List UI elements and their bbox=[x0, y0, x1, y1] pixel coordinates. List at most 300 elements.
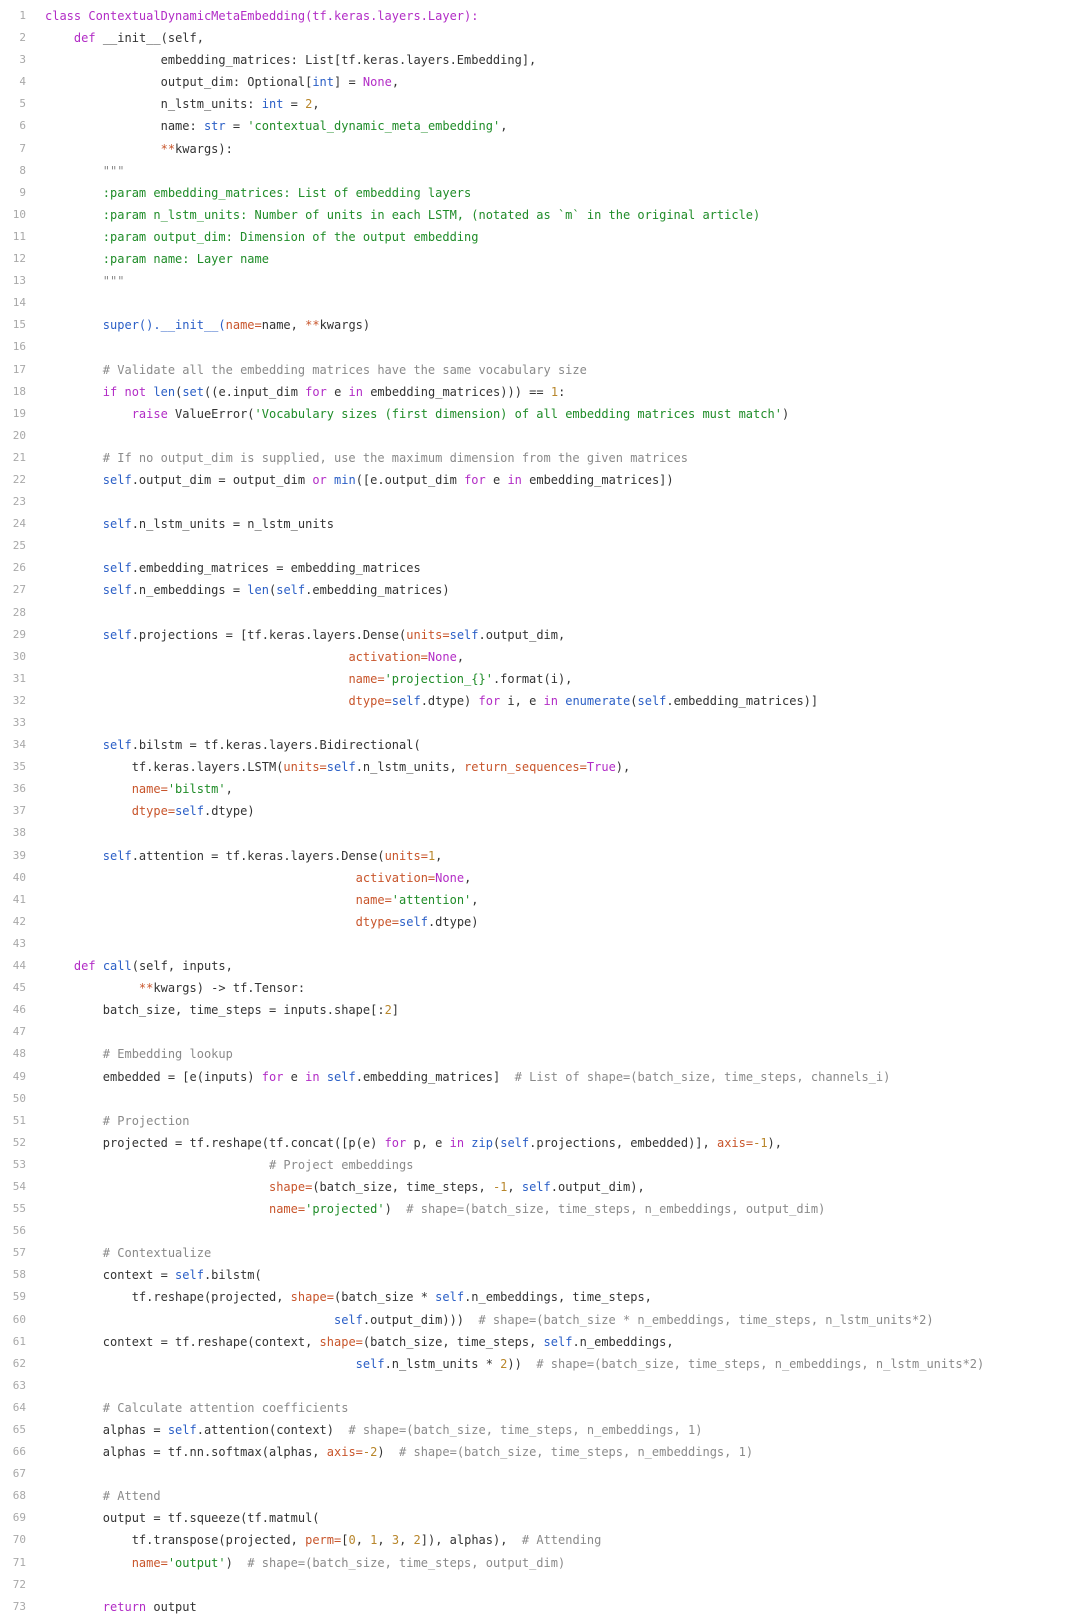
code-token: (self, inputs, bbox=[131, 959, 233, 974]
code-token: 'attention' bbox=[391, 892, 472, 907]
code-token: # shape=(batch_size, time_steps, n_embeddings, 1) bbox=[399, 1445, 754, 1460]
code-line bbox=[0, 1088, 1067, 1110]
code-line bbox=[0, 1198, 1067, 1220]
code-token: __init__(self, bbox=[95, 31, 204, 46]
code-token: .embedding_matrices)] bbox=[666, 693, 819, 708]
code-line bbox=[0, 1132, 1067, 1154]
code-token: for bbox=[384, 1135, 407, 1150]
code-token: axis= bbox=[716, 1135, 754, 1150]
line-number: 57 bbox=[12, 1246, 26, 1260]
code-token: ( bbox=[492, 1135, 501, 1150]
line-number: 36 bbox=[12, 782, 26, 796]
code-token bbox=[45, 1600, 103, 1614]
line-text bbox=[45, 1552, 565, 1574]
code-line bbox=[0, 27, 1067, 49]
line-number: 20 bbox=[12, 428, 26, 442]
line-number: 24 bbox=[12, 517, 26, 531]
code-token: ] bbox=[391, 1003, 400, 1018]
line-text bbox=[45, 49, 536, 71]
line-number: 22 bbox=[12, 472, 26, 486]
code-token: or bbox=[312, 472, 327, 487]
code-token: tf.transpose(projected, bbox=[45, 1533, 306, 1548]
code-token: .projections, embedded)], bbox=[529, 1135, 717, 1150]
code-line bbox=[0, 646, 1067, 668]
code-line bbox=[0, 1220, 1067, 1242]
code-token bbox=[45, 517, 103, 531]
code-token: -2 bbox=[362, 1445, 378, 1460]
code-token: """ bbox=[45, 274, 125, 289]
line-number: 55 bbox=[12, 1202, 26, 1216]
line-text bbox=[45, 756, 630, 778]
code-token: )) bbox=[507, 1356, 537, 1371]
code-line bbox=[0, 955, 1067, 977]
code-line bbox=[0, 712, 1067, 734]
code-token: self bbox=[326, 760, 356, 775]
code-line bbox=[0, 1375, 1067, 1397]
code-token: return bbox=[102, 1599, 147, 1614]
code-token: super bbox=[102, 318, 139, 333]
code-token: for bbox=[464, 472, 486, 487]
line-number: 41 bbox=[12, 892, 26, 906]
code-token: 1 bbox=[550, 384, 559, 399]
code-line bbox=[0, 1264, 1067, 1286]
code-token: shape= bbox=[268, 1179, 313, 1194]
code-line bbox=[0, 1066, 1067, 1088]
code-token: kwargs): bbox=[175, 141, 233, 156]
code-token: return_sequences= bbox=[464, 760, 587, 775]
code-line bbox=[0, 822, 1067, 844]
line-number: 69 bbox=[12, 1511, 26, 1525]
line-number: 25 bbox=[12, 539, 26, 553]
line-text bbox=[45, 1154, 413, 1176]
line-text bbox=[45, 1596, 197, 1618]
code-token: for bbox=[305, 384, 327, 399]
code-token: embedding_matrices: List[tf.keras.layers.Embedding], bbox=[45, 53, 537, 68]
code-token: ([e.output_dim bbox=[355, 472, 465, 487]
code-token: self bbox=[102, 848, 132, 863]
line-text bbox=[45, 845, 442, 867]
line-text bbox=[45, 1066, 890, 1088]
code-token: , bbox=[355, 1533, 371, 1548]
code-token: ) bbox=[384, 1202, 407, 1217]
code-token: output_dim: Optional[ bbox=[45, 75, 313, 90]
line-number: 18 bbox=[12, 384, 26, 398]
code-token: # shape=(batch_size, time_steps, n_embeddings, output_dim) bbox=[406, 1202, 826, 1217]
code-token: context = bbox=[45, 1268, 176, 1283]
code-token bbox=[45, 871, 356, 885]
line-number: 3 bbox=[19, 53, 26, 67]
line-text bbox=[45, 867, 471, 889]
line-number: 44 bbox=[12, 959, 26, 973]
line-text bbox=[45, 71, 399, 93]
code-token: name= bbox=[268, 1202, 306, 1217]
line-number: 72 bbox=[12, 1577, 26, 1591]
line-text bbox=[45, 447, 688, 469]
code-line bbox=[0, 999, 1067, 1021]
line-text bbox=[45, 469, 674, 491]
code-token: dtype= bbox=[131, 804, 176, 819]
line-number: 68 bbox=[12, 1489, 26, 1503]
code-line bbox=[0, 182, 1067, 204]
code-token: call bbox=[102, 959, 132, 974]
code-token: activation= bbox=[355, 870, 436, 885]
code-token: ** bbox=[160, 141, 176, 156]
code-line bbox=[0, 800, 1067, 822]
code-token: self bbox=[355, 1356, 385, 1371]
line-text bbox=[45, 734, 421, 756]
code-token: , bbox=[500, 119, 508, 134]
line-number: 40 bbox=[12, 870, 26, 884]
line-number: 7 bbox=[19, 141, 26, 155]
code-line bbox=[0, 1596, 1067, 1618]
code-line bbox=[0, 447, 1067, 469]
line-text bbox=[45, 1419, 702, 1441]
code-line bbox=[0, 867, 1067, 889]
line-text bbox=[45, 911, 479, 933]
line-number: 17 bbox=[12, 362, 26, 376]
code-token: , bbox=[507, 1179, 522, 1194]
code-token: :param n_lstm_units: Number of units in each LSTM, (notated as `m` in the original article) bbox=[45, 207, 761, 222]
code-token: = bbox=[225, 119, 248, 134]
code-token: # If no output_dim is supplied, use the maximum dimension from the given matrices bbox=[45, 450, 688, 465]
code-token: self bbox=[500, 1135, 530, 1150]
code-token: .format(i), bbox=[492, 671, 573, 686]
code-token: e bbox=[283, 1069, 306, 1084]
line-number: 4 bbox=[19, 75, 26, 89]
code-line bbox=[0, 71, 1067, 93]
code-line bbox=[0, 1574, 1067, 1596]
code-token: :param name: Layer name bbox=[45, 252, 269, 267]
code-token: .bilstm( bbox=[203, 1268, 262, 1283]
line-number: 54 bbox=[12, 1179, 26, 1193]
line-text bbox=[45, 1043, 233, 1065]
code-token: len bbox=[153, 384, 176, 399]
code-token: # Embedding lookup bbox=[45, 1047, 233, 1062]
line-number: 9 bbox=[19, 185, 26, 199]
code-token: ), bbox=[767, 1135, 782, 1150]
code-line bbox=[0, 756, 1067, 778]
code-line bbox=[0, 270, 1067, 292]
line-number: 10 bbox=[12, 207, 26, 221]
code-token: .n_lstm_units = n_lstm_units bbox=[131, 517, 334, 532]
line-number: 47 bbox=[12, 1025, 26, 1039]
line-number: 45 bbox=[12, 981, 26, 995]
code-token: set bbox=[182, 384, 204, 399]
line-text bbox=[45, 270, 124, 292]
line-number: 32 bbox=[12, 693, 26, 707]
code-token: alphas = bbox=[45, 1423, 168, 1437]
code-line bbox=[0, 845, 1067, 867]
line-number: 67 bbox=[12, 1467, 26, 1481]
code-token: alphas = tf.nn.softmax(alphas, bbox=[45, 1445, 327, 1460]
code-token: True bbox=[586, 760, 616, 775]
code-line bbox=[0, 911, 1067, 933]
code-line bbox=[0, 977, 1067, 999]
code-token: 2 bbox=[500, 1356, 508, 1371]
code-line bbox=[0, 1419, 1067, 1441]
code-token: """ bbox=[45, 163, 125, 178]
code-token: name: bbox=[45, 119, 204, 134]
line-text bbox=[45, 204, 760, 226]
code-token: units= bbox=[283, 760, 327, 775]
line-text bbox=[45, 1286, 652, 1308]
code-token: .n_embeddings = bbox=[131, 583, 248, 598]
code-token: ( bbox=[268, 583, 277, 598]
line-number: 61 bbox=[12, 1334, 26, 1348]
code-token: (batch_size, time_steps, bbox=[362, 1334, 544, 1349]
code-line bbox=[0, 579, 1067, 601]
code-line bbox=[0, 160, 1067, 182]
code-token: # Calculate attention coefficients bbox=[45, 1400, 349, 1415]
code-token: .projections = [tf.keras.layers.Dense( bbox=[131, 627, 407, 642]
line-text bbox=[45, 513, 334, 535]
code-token: context = tf.reshape(context, bbox=[45, 1334, 320, 1349]
code-line bbox=[0, 778, 1067, 800]
line-text bbox=[45, 1198, 825, 1220]
code-line bbox=[0, 5, 1067, 27]
code-token: projected = tf.reshape(tf.concat([p(e) bbox=[45, 1135, 385, 1150]
code-token: :param output_dim: Dimension of the output embedding bbox=[45, 229, 479, 244]
line-text bbox=[45, 1353, 984, 1375]
code-token: self bbox=[391, 693, 421, 708]
code-token: embedding_matrices))) == bbox=[362, 384, 551, 399]
code-token: len bbox=[247, 583, 269, 598]
line-number: 5 bbox=[19, 97, 26, 111]
code-token bbox=[320, 1070, 327, 1084]
code-token bbox=[45, 1556, 132, 1570]
line-number: 34 bbox=[12, 738, 26, 752]
code-token: in bbox=[507, 472, 522, 487]
code-line bbox=[0, 1154, 1067, 1176]
code-token: p, e bbox=[406, 1135, 450, 1150]
code-token: ]), alphas), bbox=[420, 1533, 522, 1548]
code-token: ( bbox=[175, 384, 183, 399]
code-token: in bbox=[348, 384, 363, 399]
code-token: kwargs) -> tf.Tensor: bbox=[153, 981, 306, 996]
code-line bbox=[0, 93, 1067, 115]
code-token: units= bbox=[406, 627, 450, 642]
line-number: 16 bbox=[12, 340, 26, 354]
code-line bbox=[0, 403, 1067, 425]
code-token: # shape=(batch_size, time_steps, n_embeddings, 1) bbox=[348, 1423, 703, 1437]
code-token: activation= bbox=[348, 649, 428, 664]
code-token: self bbox=[543, 1334, 573, 1349]
code-token: ValueError( bbox=[167, 406, 255, 421]
line-number: 30 bbox=[12, 649, 26, 663]
code-token: 3 bbox=[391, 1533, 400, 1548]
line-number: 71 bbox=[12, 1555, 26, 1569]
line-text bbox=[45, 557, 421, 579]
code-token: in bbox=[543, 693, 558, 708]
code-token: raise bbox=[131, 406, 168, 421]
code-token: dtype= bbox=[355, 914, 400, 929]
code-token: int bbox=[261, 97, 284, 112]
code-token: def bbox=[73, 959, 96, 974]
code-token: ** bbox=[138, 981, 154, 996]
line-number: 43 bbox=[12, 936, 26, 950]
code-token: .dtype) bbox=[203, 804, 255, 819]
code-token: self bbox=[276, 583, 306, 598]
code-token: enumerate bbox=[565, 693, 631, 708]
code-token: 'projection_{}' bbox=[384, 671, 493, 686]
code-token bbox=[45, 473, 103, 487]
code-line bbox=[0, 933, 1067, 955]
line-text bbox=[45, 93, 320, 115]
code-token: 'Vocabulary sizes (first dimension) of all embedding matrices must match' bbox=[254, 406, 782, 421]
code-line bbox=[0, 1043, 1067, 1065]
line-text bbox=[45, 1264, 262, 1286]
line-text bbox=[45, 778, 233, 800]
code-token: # List of shape=(batch_size, time_steps, channels_i) bbox=[514, 1069, 891, 1084]
code-line bbox=[0, 381, 1067, 403]
line-number: 38 bbox=[12, 826, 26, 840]
code-token: .output_dim))) bbox=[362, 1312, 479, 1327]
code-token bbox=[45, 1158, 269, 1172]
line-text bbox=[45, 138, 233, 160]
code-token: .n_embeddings, time_steps, bbox=[464, 1290, 652, 1305]
line-number: 73 bbox=[12, 1599, 26, 1613]
code-token: , bbox=[435, 848, 443, 863]
code-token bbox=[45, 694, 348, 708]
code-line bbox=[0, 204, 1067, 226]
code-token: .dtype) bbox=[427, 914, 479, 929]
code-token: .embedding_matrices) bbox=[305, 583, 450, 598]
code-token: e bbox=[485, 472, 508, 487]
line-text bbox=[45, 226, 478, 248]
code-token: batch_size, time_steps = inputs.shape[: bbox=[45, 1003, 385, 1018]
line-number: 6 bbox=[19, 119, 26, 133]
line-text bbox=[45, 1507, 320, 1529]
line-number: 26 bbox=[12, 561, 26, 575]
code-token bbox=[45, 1357, 356, 1371]
code-token: # Validate all the embedding matrices have the same vocabulary size bbox=[45, 362, 587, 377]
code-token: name= bbox=[225, 318, 262, 333]
code-token: ( bbox=[630, 693, 638, 708]
code-token: n_lstm_units: bbox=[45, 97, 262, 112]
line-number: 35 bbox=[12, 760, 26, 774]
code-token: -1 bbox=[753, 1135, 768, 1150]
line-number: 12 bbox=[12, 252, 26, 266]
code-token: axis= bbox=[326, 1445, 363, 1460]
line-number: 58 bbox=[12, 1268, 26, 1282]
code-token: , bbox=[377, 1533, 392, 1548]
code-token: [ bbox=[341, 1533, 349, 1548]
code-token bbox=[45, 1180, 269, 1194]
code-token: .dtype) bbox=[420, 693, 479, 708]
code-token: .attention = tf.keras.layers.Dense( bbox=[131, 848, 385, 863]
line-text bbox=[45, 248, 269, 270]
code-token: ), bbox=[615, 760, 631, 775]
code-line bbox=[0, 557, 1067, 579]
line-number: 59 bbox=[12, 1290, 26, 1304]
line-text bbox=[45, 1242, 211, 1264]
line-text bbox=[45, 381, 565, 403]
line-number: 51 bbox=[12, 1113, 26, 1127]
code-token: self bbox=[167, 1423, 197, 1437]
code-token: embedding_matrices]) bbox=[521, 472, 674, 487]
line-text bbox=[45, 889, 479, 911]
line-number: 28 bbox=[12, 605, 26, 619]
code-area[interactable] bbox=[0, 5, 1067, 1618]
line-text bbox=[45, 1309, 934, 1331]
line-text bbox=[45, 1529, 601, 1551]
code-token: 'projected' bbox=[305, 1202, 385, 1217]
code-token: name= bbox=[355, 892, 392, 907]
line-number: 53 bbox=[12, 1157, 26, 1171]
code-token: output = tf.squeeze(tf.matmul( bbox=[45, 1511, 320, 1526]
code-token: # Project embeddings bbox=[268, 1157, 414, 1172]
code-token: def bbox=[73, 31, 96, 46]
line-number: 27 bbox=[12, 583, 26, 597]
code-token: self bbox=[399, 914, 428, 929]
line-number: 33 bbox=[12, 716, 26, 729]
code-token: ().__init__( bbox=[138, 318, 226, 333]
code-line bbox=[0, 889, 1067, 911]
code-token: i, e bbox=[500, 693, 544, 708]
line-number: 63 bbox=[12, 1378, 26, 1392]
line-text bbox=[45, 1176, 645, 1198]
code-token bbox=[45, 672, 348, 686]
code-token: # Attend bbox=[45, 1489, 161, 1504]
code-token: tf.reshape(projected, bbox=[45, 1290, 291, 1305]
code-token: # shape=(batch_size * n_embeddings, time_steps, n_lstm_units*2) bbox=[478, 1312, 934, 1327]
line-number: 31 bbox=[12, 671, 26, 685]
code-token bbox=[45, 893, 356, 907]
code-token: for bbox=[261, 1069, 284, 1084]
code-token bbox=[45, 849, 103, 863]
code-token: self bbox=[637, 693, 667, 708]
code-line bbox=[0, 1242, 1067, 1264]
code-line bbox=[0, 226, 1067, 248]
code-token bbox=[45, 915, 356, 929]
code-token: None bbox=[362, 75, 392, 90]
code-token: .output_dim = output_dim bbox=[131, 472, 313, 487]
code-token: e bbox=[326, 384, 349, 399]
code-token: , bbox=[399, 1533, 414, 1548]
line-number: 42 bbox=[12, 914, 26, 928]
code-line bbox=[0, 1176, 1067, 1198]
code-token: self bbox=[333, 1312, 363, 1327]
line-number: 39 bbox=[12, 848, 26, 862]
code-line bbox=[0, 602, 1067, 624]
line-number: 50 bbox=[12, 1091, 26, 1105]
code-line bbox=[0, 1309, 1067, 1331]
line-number: 49 bbox=[12, 1069, 26, 1083]
code-token: : bbox=[558, 384, 566, 399]
code-line bbox=[0, 292, 1067, 314]
code-token: 'contextual_dynamic_meta_embedding' bbox=[247, 119, 501, 134]
code-token: output bbox=[146, 1599, 197, 1614]
code-token: .attention(context) bbox=[196, 1423, 349, 1437]
code-line bbox=[0, 1507, 1067, 1529]
line-text bbox=[45, 955, 233, 977]
code-token: (batch_size * bbox=[334, 1290, 436, 1305]
code-token: self bbox=[326, 1069, 356, 1084]
code-token: self bbox=[435, 1290, 465, 1305]
code-token: dtype= bbox=[348, 693, 392, 708]
code-token: ) bbox=[225, 1555, 248, 1570]
code-token: # Contextualize bbox=[45, 1246, 212, 1261]
code-token: self bbox=[521, 1179, 551, 1194]
code-token: .embedding_matrices = embedding_matrices bbox=[131, 561, 421, 576]
code-token: embedded = [e(inputs) bbox=[45, 1069, 262, 1084]
code-line bbox=[0, 535, 1067, 557]
code-token: (batch_size, time_steps, bbox=[312, 1179, 493, 1194]
code-line bbox=[0, 1485, 1067, 1507]
code-token bbox=[45, 738, 103, 752]
code-line bbox=[0, 1552, 1067, 1574]
line-text bbox=[45, 977, 305, 999]
